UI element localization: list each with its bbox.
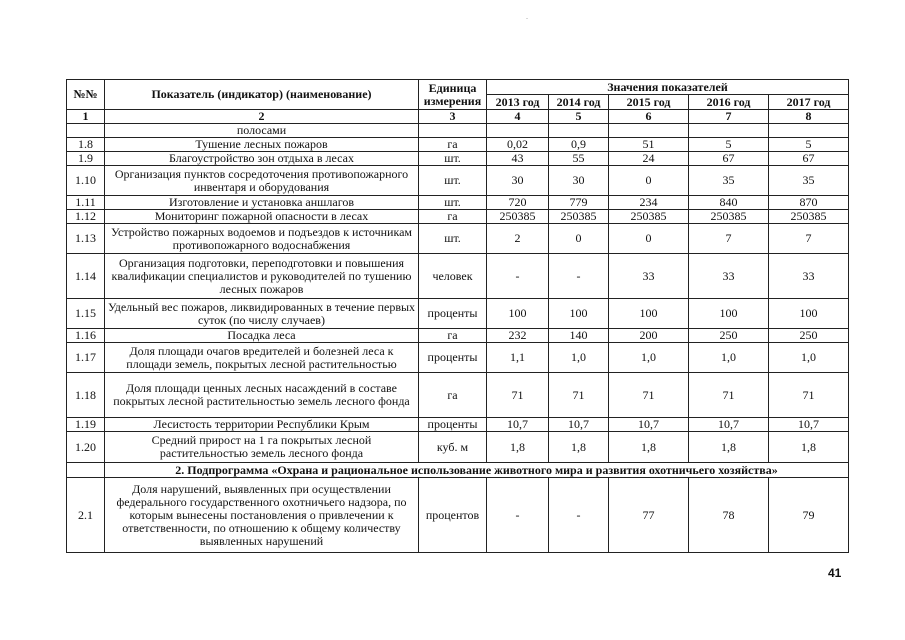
value-cell: 5 [689, 138, 769, 152]
value-cell: 1,0 [609, 343, 689, 373]
row-number: 1.9 [67, 152, 105, 166]
value-cell: 30 [487, 166, 549, 196]
header-year: 2017 год [769, 95, 849, 110]
value-cell: 250 [689, 329, 769, 343]
indicator-name: Доля площади очагов вредителей и болезней леса к площади земель, покрытых лесной растительностью [105, 343, 419, 373]
col-number: 6 [609, 110, 689, 124]
row-number: 1.12 [67, 210, 105, 224]
value-cell: 1,8 [487, 432, 549, 463]
table-row [67, 210, 849, 224]
table-row [67, 224, 849, 254]
row-number: 1.20 [67, 432, 105, 463]
table-row [67, 373, 849, 418]
indicator-name: Организация пунктов сосредоточения противопожарного инвентаря и оборудования [105, 166, 419, 196]
col-number: 4 [487, 110, 549, 124]
row-number: 1.11 [67, 196, 105, 210]
col-number: 3 [419, 110, 487, 124]
header-unit: Единица измерения [419, 80, 487, 110]
value-cell: 33 [689, 254, 769, 299]
value-cell: 100 [689, 299, 769, 329]
indicator-name: Средний прирост на 1 га покрытых лесной растительностью земель лесного фонда [105, 432, 419, 463]
value-cell: 71 [549, 373, 609, 418]
value-cell: 10,7 [609, 418, 689, 432]
empty-cell [419, 124, 487, 138]
value-cell: 250385 [549, 210, 609, 224]
value-cell: 24 [609, 152, 689, 166]
value-cell: 55 [549, 152, 609, 166]
table-row [67, 152, 849, 166]
subprogram-row [67, 463, 849, 478]
header-year: 2014 год [549, 95, 609, 110]
value-cell: - [549, 478, 609, 553]
value-cell: 1,0 [549, 343, 609, 373]
empty-cell [67, 463, 105, 478]
col-number: 8 [769, 110, 849, 124]
value-cell: 10,7 [689, 418, 769, 432]
value-cell: 234 [609, 196, 689, 210]
col-number: 2 [105, 110, 419, 124]
value-cell: 10,7 [549, 418, 609, 432]
indicators-table [66, 79, 849, 553]
value-cell: 1,0 [689, 343, 769, 373]
unit-cell: проценты [419, 343, 487, 373]
row-number: 1.14 [67, 254, 105, 299]
table-row [67, 343, 849, 373]
value-cell: 200 [609, 329, 689, 343]
empty-cell [609, 124, 689, 138]
table-row [67, 138, 849, 152]
continuation-text: полосами [105, 124, 419, 138]
col-number: 7 [689, 110, 769, 124]
table-row [67, 478, 849, 553]
continuation-num-cell [67, 124, 105, 138]
value-cell: 140 [549, 329, 609, 343]
indicator-name: Доля нарушений, выявленных при осуществлении федерального государственного охотничьего надзора, по которым вынесены постановления о привлечении к ответственности, по отношению к общему количеству выявленных нарушений [105, 478, 419, 553]
value-cell: 100 [609, 299, 689, 329]
unit-cell: человек [419, 254, 487, 299]
header-year: 2013 год [487, 95, 549, 110]
column-numbers-row [67, 110, 849, 124]
row-number: 2.1 [67, 478, 105, 553]
unit-cell: га [419, 329, 487, 343]
value-cell: 5 [769, 138, 849, 152]
unit-cell: проценты [419, 418, 487, 432]
unit-cell: га [419, 373, 487, 418]
unit-cell: процентов [419, 478, 487, 553]
unit-cell: шт. [419, 196, 487, 210]
value-cell: 870 [769, 196, 849, 210]
value-cell: 33 [769, 254, 849, 299]
value-cell: 100 [549, 299, 609, 329]
value-cell: 0 [549, 224, 609, 254]
scan-speck: . [526, 12, 528, 21]
value-cell: 33 [609, 254, 689, 299]
value-cell: 78 [689, 478, 769, 553]
value-cell: 720 [487, 196, 549, 210]
unit-cell: га [419, 138, 487, 152]
value-cell: 0,9 [549, 138, 609, 152]
value-cell: 100 [769, 299, 849, 329]
value-cell: 71 [487, 373, 549, 418]
header-indicator: Показатель (индикатор) (наименование) [105, 80, 419, 110]
value-cell: 7 [769, 224, 849, 254]
value-cell: 35 [689, 166, 769, 196]
value-cell: 35 [769, 166, 849, 196]
value-cell: 67 [769, 152, 849, 166]
row-number: 1.17 [67, 343, 105, 373]
indicator-name: Устройство пожарных водоемов и подъездов к источникам противопожарного водоснабжения [105, 224, 419, 254]
row-number: 1.15 [67, 299, 105, 329]
row-number: 1.18 [67, 373, 105, 418]
value-cell: 51 [609, 138, 689, 152]
value-cell: 1,8 [689, 432, 769, 463]
value-cell: 840 [689, 196, 769, 210]
value-cell: 10,7 [487, 418, 549, 432]
value-cell: 7 [689, 224, 769, 254]
value-cell: 0 [609, 224, 689, 254]
value-cell: 0 [609, 166, 689, 196]
unit-cell: шт. [419, 166, 487, 196]
row-number: 1.8 [67, 138, 105, 152]
header-year: 2015 год [609, 95, 689, 110]
empty-cell [549, 124, 609, 138]
table-row [67, 196, 849, 210]
value-cell: 779 [549, 196, 609, 210]
table-row [67, 254, 849, 299]
value-cell: - [487, 478, 549, 553]
table-row [67, 432, 849, 463]
indicator-name: Лесистость территории Республики Крым [105, 418, 419, 432]
value-cell: 43 [487, 152, 549, 166]
value-cell: 67 [689, 152, 769, 166]
indicator-name: Благоустройство зон отдыха в лесах [105, 152, 419, 166]
value-cell: 71 [769, 373, 849, 418]
col-number: 1 [67, 110, 105, 124]
indicator-name: Доля площади ценных лесных насаждений в составе покрытых лесной растительностью земель лесного фонда [105, 373, 419, 418]
header-row-1 [67, 80, 849, 95]
unit-cell: шт. [419, 152, 487, 166]
indicator-name: Тушение лесных пожаров [105, 138, 419, 152]
header-year: 2016 год [689, 95, 769, 110]
value-cell: 250385 [769, 210, 849, 224]
empty-cell [689, 124, 769, 138]
table-row [67, 166, 849, 196]
value-cell: 1,0 [769, 343, 849, 373]
indicator-name: Посадка леса [105, 329, 419, 343]
empty-cell [487, 124, 549, 138]
unit-cell: куб. м [419, 432, 487, 463]
table-row [67, 329, 849, 343]
value-cell: 250385 [609, 210, 689, 224]
header-values: Значения показателей [487, 80, 849, 95]
unit-cell: шт. [419, 224, 487, 254]
value-cell: 77 [609, 478, 689, 553]
value-cell: 250385 [487, 210, 549, 224]
value-cell: 1,8 [609, 432, 689, 463]
row-number: 1.10 [67, 166, 105, 196]
row-number: 1.13 [67, 224, 105, 254]
value-cell: 1,1 [487, 343, 549, 373]
value-cell: 1,8 [549, 432, 609, 463]
subprogram-title: 2. Подпрограмма «Охрана и рациональное использование животного мира и развития охотничьего хозяйства» [105, 463, 849, 478]
value-cell: 2 [487, 224, 549, 254]
indicator-name: Удельный вес пожаров, ликвидированных в течение первых суток (по числу случаев) [105, 299, 419, 329]
col-number: 5 [549, 110, 609, 124]
value-cell: 71 [689, 373, 769, 418]
table-row [67, 418, 849, 432]
indicator-name: Мониторинг пожарной опасности в лесах [105, 210, 419, 224]
value-cell: - [487, 254, 549, 299]
table-row [67, 299, 849, 329]
row-number: 1.19 [67, 418, 105, 432]
value-cell: 1,8 [769, 432, 849, 463]
value-cell: 250385 [689, 210, 769, 224]
header-num: №№ [67, 80, 105, 110]
page-number: 41 [828, 566, 842, 580]
value-cell: 10,7 [769, 418, 849, 432]
value-cell: - [549, 254, 609, 299]
unit-cell: проценты [419, 299, 487, 329]
row-number: 1.16 [67, 329, 105, 343]
value-cell: 100 [487, 299, 549, 329]
empty-cell [769, 124, 849, 138]
unit-cell: га [419, 210, 487, 224]
value-cell: 71 [609, 373, 689, 418]
value-cell: 0,02 [487, 138, 549, 152]
value-cell: 232 [487, 329, 549, 343]
indicator-name: Изготовление и установка аншлагов [105, 196, 419, 210]
continuation-row [67, 124, 849, 138]
indicator-name: Организация подготовки, переподготовки и повышения квалификации специалистов и руководителей по тушению лесных пожаров [105, 254, 419, 299]
value-cell: 250 [769, 329, 849, 343]
value-cell: 30 [549, 166, 609, 196]
value-cell: 79 [769, 478, 849, 553]
